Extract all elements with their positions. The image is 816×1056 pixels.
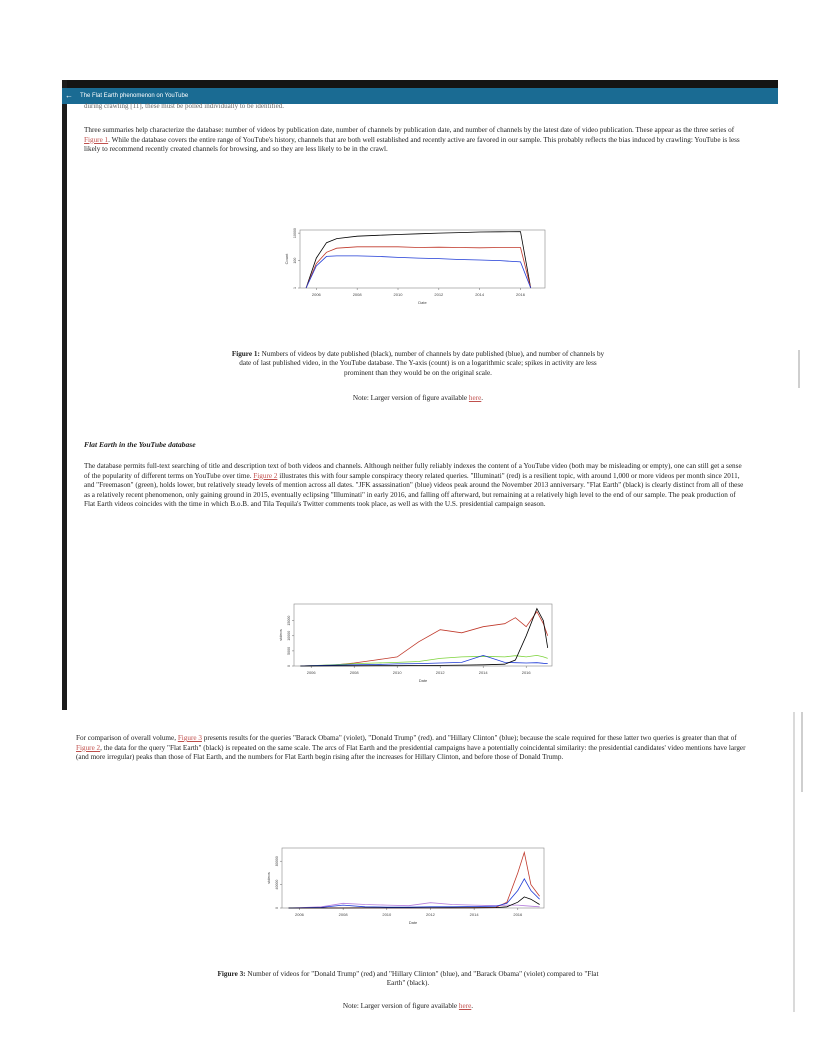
figure-1-link[interactable]: Figure 1 <box>84 135 109 144</box>
paragraph-comparison: For comparison of overall volume, Figure 3 presents results for the queries "Barack Obama" (violet), "Donald Trump" (red). and "Hillary Clinton" (blue); because the scale required for these latter two queries is greater than that of Figure 2, the data for the query "Flat Earth" (black) is repeated on the same scale. The arcs of Flat Earth and the presidential campaigns have a potentially coincidental similarity: the presidential candidates' video mentions have larger (and more irregular) peaks than those of Flat Earth, and the numbers for Flat Earth begin rising after the increases for Hillary Clinton, and before those of Donald Trump. <box>76 734 746 762</box>
series-line-1 <box>300 655 547 666</box>
y-axis-label: videos <box>266 872 271 884</box>
series-line-3 <box>300 609 547 666</box>
series-line-0 <box>306 232 531 288</box>
x-tick-label: 2012 <box>434 292 444 297</box>
x-tick-label: 2014 <box>469 912 479 917</box>
series-line-1 <box>306 247 531 288</box>
section-heading: Flat Earth in the YouTube database <box>84 440 196 449</box>
figure-3-link[interactable]: Figure 3 <box>177 734 202 742</box>
figure-2-link[interactable]: Figure 2 <box>253 471 278 480</box>
y-axis-label: videos <box>278 629 283 641</box>
scrollbar-track[interactable] <box>793 712 795 1012</box>
viewer-frame-top <box>62 80 778 88</box>
x-tick-label: 2006 <box>311 292 321 297</box>
figure-2-link-b[interactable]: Figure 2 <box>76 743 101 752</box>
x-tick-label: 2010 <box>393 292 403 297</box>
arrow-left-icon[interactable]: ← <box>65 91 73 100</box>
paragraph-full-text-search: The database permits full-text searching of title and description text of both videos and channels. Although neither fully reliably indexes the content of a YouTube video (both may be misleading or empty), one can still get a sense of the popularity of different terms on YouTube over time. Figure 2 illustrates this with four sample conspiracy theory related queries. "Illuminati" (red) is a resilient topic, with around 1,000 or more videos per month since 2011, and "Freemason" (green), holds lower, but relatively steady levels of mention across all dates. "JFK assassination" (blue) videos peak around the November 2013 anniversary. "Flat Earth" (black) is clearly distinct from all of these as a relatively recent phenomenon, only gaining ground in 2015, eventually eclipsing "Illuminati" in early 2016, and falling off afterward, but remaining at a relatively high level to the end of our sample. The peak production of Flat Earth videos coincides with the time in which B.o.B. and Tila Tequila's Twitter comments took place, as well as with the U.S. presidential campaign season. <box>84 462 744 509</box>
x-tick-label: 2006 <box>295 912 304 917</box>
x-tick-label: 2016 <box>513 912 523 917</box>
x-axis-label: Date <box>408 920 418 925</box>
viewer-frame-left <box>62 80 67 710</box>
x-tick-label: 2010 <box>382 912 392 917</box>
figure-1-note: Note: Larger version of figure available here. <box>352 394 484 402</box>
series-line-2 <box>289 879 540 908</box>
figure-1-chart <box>280 222 550 322</box>
x-tick-label: 2006 <box>306 670 316 675</box>
series-line-0 <box>300 612 547 666</box>
y-tick-label: 0 <box>275 907 279 909</box>
x-tick-label: 2008 <box>352 292 362 297</box>
scrollbar-thumb-secondary[interactable] <box>801 712 803 792</box>
x-axis-label: Date <box>418 678 428 683</box>
y-tick-label: 0 <box>287 665 291 667</box>
y-tick-label: 10000 <box>287 630 291 641</box>
y-tick-label: 5000 <box>287 646 291 655</box>
y-tick-label: 10000 <box>293 228 297 239</box>
y-tick-label: 1 <box>293 287 297 289</box>
x-tick-label: 2012 <box>435 670 445 675</box>
x-axis-label: Date <box>418 300 427 305</box>
plot-frame <box>294 604 552 666</box>
plot-frame <box>282 848 544 908</box>
figure-2-chart <box>272 598 557 698</box>
figure-3-chart <box>258 840 548 940</box>
figure-1-caption: Figure 1: Numbers of videos by date published (black), number of channels by date published (blue), and number of channels by date of last published video, in the YouTube database. The Y-axis (count) is on a logarithmic scale; spikes in activity are less prominent than they would be on the original scale. <box>231 350 605 377</box>
x-tick-label: 2014 <box>478 670 488 675</box>
series-line-2 <box>306 256 531 288</box>
figure-3-caption: Figure 3: Number of videos for "Donald Trump" (red) and "Hillary Clinton" (blue), and "Barack Obama" (violet) compared to "Flat Earth" (black). <box>217 970 599 988</box>
y-tick-label: 40000 <box>275 879 279 890</box>
y-tick-label: 15000 <box>287 615 291 626</box>
x-tick-label: 2012 <box>426 912 435 917</box>
x-tick-label: 2014 <box>475 292 485 297</box>
article-title: The Flat Earth phenomenon on YouTube <box>80 93 189 99</box>
x-tick-label: 2016 <box>516 292 525 297</box>
y-axis-label: Count <box>284 253 289 265</box>
y-tick-label: 100 <box>293 257 297 264</box>
scrollbar-thumb[interactable] <box>798 350 800 388</box>
figure-3-note: Note: Larger version of figure available here. <box>342 1002 474 1010</box>
x-tick-label: 2010 <box>392 670 402 675</box>
y-tick-label: 80000 <box>275 856 279 867</box>
x-tick-label: 2008 <box>349 670 359 675</box>
x-tick-label: 2008 <box>338 912 348 917</box>
x-tick-label: 2016 <box>521 670 531 675</box>
figure-1-here-link[interactable]: here <box>468 394 482 402</box>
clipped-text-line: during crawling [11], these must be polled individually to be identified. <box>84 102 284 110</box>
paragraph-summaries: Three summaries help characterize the database: number of videos by publication date, number of channels by publication date, and number of channels by the latest date of video publication. These appear as the three series of Figure 1. While the database covers the entire range of YouTube's history, channels that are both well established and recently active are favored in our sample. This probably reflects the bias induced by crawling: YouTube is less likely to recommend recently created channels for browsing, and so they are less likely to be in the crawl. <box>84 126 740 154</box>
series-line-1 <box>289 852 540 908</box>
figure-3-here-link[interactable]: here <box>458 1002 472 1010</box>
